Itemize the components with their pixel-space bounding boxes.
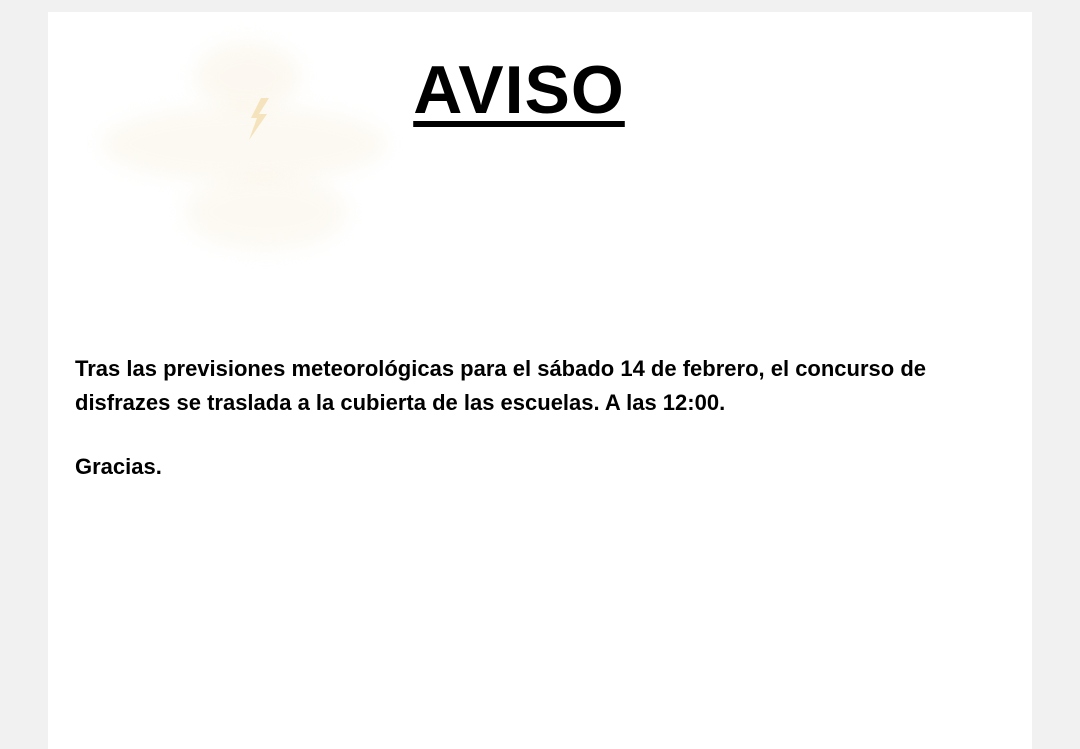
notice-body — [75, 352, 1005, 484]
notice-paragraph — [75, 352, 1005, 420]
closing-text: Gracias. — [75, 454, 162, 479]
page-title: AVISO — [413, 52, 625, 128]
document-page — [48, 12, 1032, 749]
notice-text-line: disfrazes se traslada a la cubierta de las escuelas. A las 12:00. — [75, 390, 726, 415]
notice-text-line: Tras las previsiones meteorológicas para el sábado 14 de febrero, el concurso de — [75, 356, 927, 381]
title-row — [27, 52, 1011, 128]
cloud-lower-puff — [185, 174, 347, 250]
